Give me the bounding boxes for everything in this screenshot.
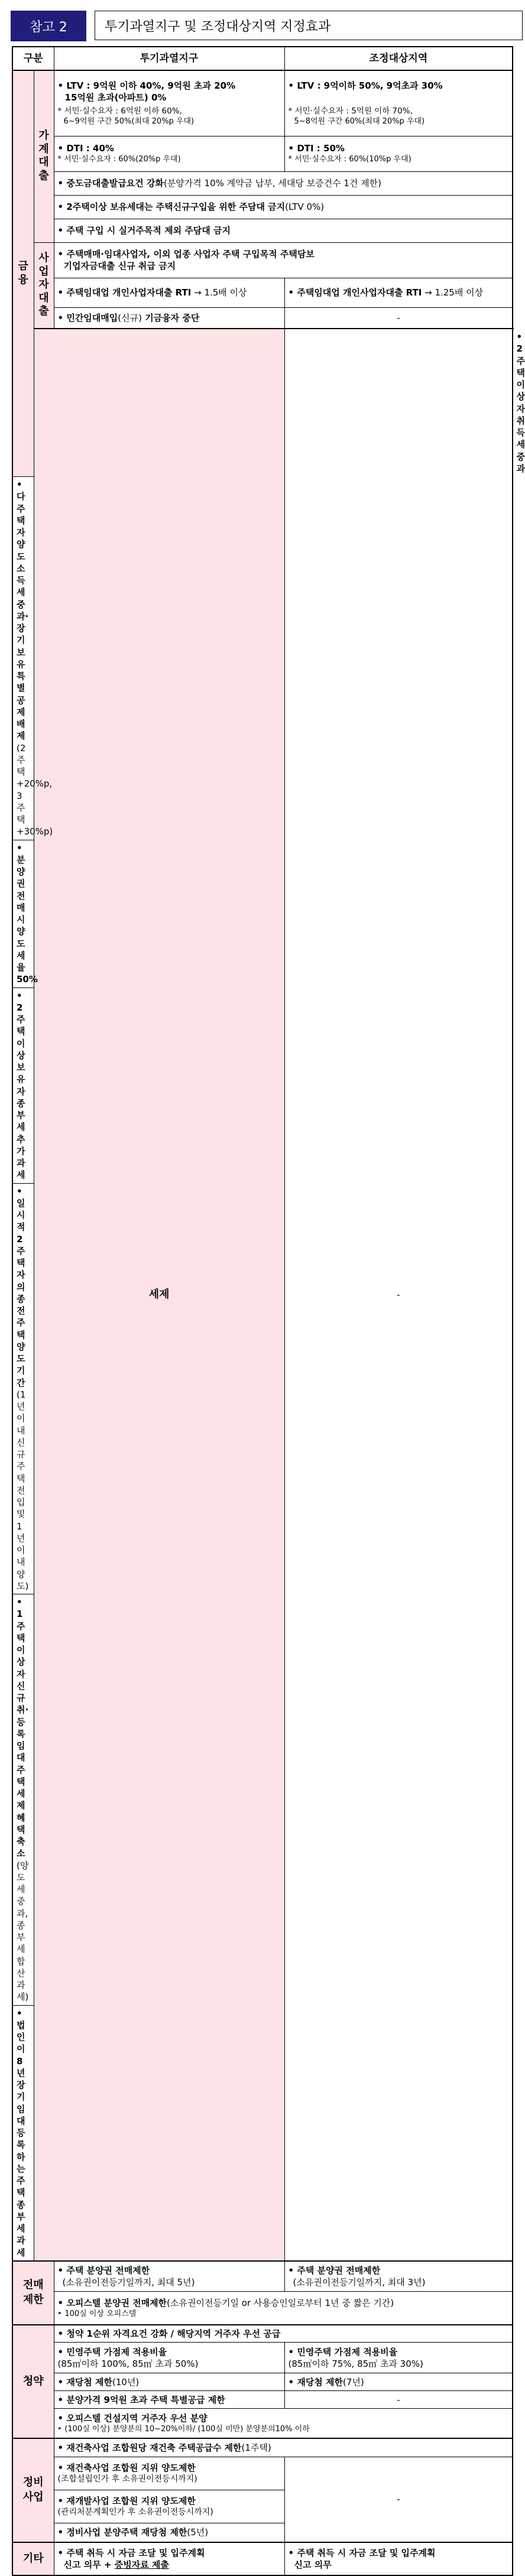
col-header-category: 구분 xyxy=(12,47,54,70)
table-row xyxy=(12,2373,513,2391)
private-rental-adjusted: - xyxy=(284,307,513,329)
table-row xyxy=(12,2542,513,2575)
table-row xyxy=(12,307,513,329)
special-supply-limit: • 분양가격 9억원 초과 주택 특별공급 제한 xyxy=(54,2391,284,2409)
table-header-row xyxy=(12,47,513,70)
maintenance-rewin-limit: • 정비사업 분양주택 재당첨 제한(5년) xyxy=(54,2523,284,2542)
category-maintenance: 정비사업 xyxy=(12,2438,54,2542)
other-overheated: • 주택 취득 시 자금 조달 및 입주계획 신고 의무 + 증빙자료 제출 xyxy=(54,2542,284,2575)
rewin-overheated: • 재당첨 제한(10년) xyxy=(54,2373,284,2391)
col-header-overheated: 투기과열지구 xyxy=(54,47,284,70)
tax-item: • 분양권전매시 양도세율 50% xyxy=(12,840,34,987)
maintenance-adjusted: - xyxy=(284,2457,513,2542)
ltv-overheated: • LTV : 9억원 이하 40%, 9억원 초과 20% 15억원 초과(아파트) 0% * 서민·실수요자 : 6억원 이하 60%, 6~9억원 구간 50%(최대 20%p 우대) xyxy=(54,70,284,136)
first-rank-requirement: • 청약 1순위 자격요건 강화 / 해당지역 거주자 우선 공급 xyxy=(54,2325,513,2343)
residence-purpose-ban: • 주택 구입 시 실거주목적 제외 주담대 금지 xyxy=(54,219,513,242)
table-row xyxy=(12,2325,513,2343)
rewin-adjusted: • 재당첨 제한(7년) xyxy=(284,2373,513,2391)
resale-overheated: • 주택 분양권 전매제한 (소유권이전등기일까지, 최대 5년) xyxy=(54,2261,284,2292)
table-row xyxy=(12,195,513,219)
table-row xyxy=(12,2261,513,2292)
tax-item: • 1주택이상자 신규 취·등록 임대주택 세제 혜택 축소(양도세 중과, 종부세 합산과세) xyxy=(12,1594,34,2006)
point-system-overheated: • 민영주택 가점제 적용비율 (85㎡이하 100%, 85㎡ 초과 50%) xyxy=(54,2343,284,2373)
tax-item: • 다주택자 양도소득세 중과·장기보유특별 공제 배제(2주택+20%p, 3주택+30%p) xyxy=(12,477,34,840)
two-home-mortgage-ban: • 2주택이상 보유세대는 주택신규구입을 위한 주담대 금지(LTV 0%) xyxy=(54,195,513,219)
mid-loan-requirement: • 중도금대출발급요건 강화(분양가격 10% 계약금 납부, 세대당 보증건수 1건 제한) xyxy=(54,171,513,195)
officetel-priority: • 오피스텔 건설지역 거주자 우선 분양 ‣ (100실 이상) 분양분의 10~20%이하/ (100실 미만) 분양분의10% 이하 xyxy=(54,2409,513,2438)
other-adjusted: • 주택 취득 시 자금 조달 및 입주계획 신고 의무 xyxy=(284,2542,513,2575)
rti-adjusted: • 주택임대업 개인사업자대출 RTI → 1.25배 이상 xyxy=(284,278,513,307)
table-row xyxy=(12,136,513,171)
table-row xyxy=(12,242,513,278)
reference-tag: 참고 2 xyxy=(11,11,86,41)
private-rental-fund: • 민간임대매입(신규) 기금융자 중단 xyxy=(54,307,284,329)
dti-adjusted: • DTI : 50% * 서민·실수요자 : 60%(10%p 우대) xyxy=(284,136,513,171)
subcategory-household-loan: 가계대출 xyxy=(34,70,54,242)
designation-effects-table xyxy=(12,46,525,2576)
table-row: 세제 - • 2주택 이상자 취득세 중과 xyxy=(12,329,513,477)
table-row xyxy=(12,2409,513,2438)
tax-item: • 법인이 8년장기임대등록하는주택종부세과세 xyxy=(12,2005,34,2261)
tax-item: • 일시적 2주택자의 종전주택 양도기간 (1년이내 신규주택 전입 및 1년이내 양도) xyxy=(12,1183,34,1594)
special-supply-adjusted: - xyxy=(284,2391,513,2409)
category-tax: 세제 xyxy=(34,329,284,2261)
category-subscription: 청약 xyxy=(12,2325,54,2438)
redevelopment-transfer-limit: • 재개발사업 조합원 지위 양도제한 (관리처분계획인가 후 소유권이전등시까지) xyxy=(54,2490,284,2523)
business-loan-ban: • 주택매매·임대사업자, 이외 업종 사업자 주택 구입목적 주택담보 기업자금대출 신규 취급 금지 xyxy=(54,242,513,278)
point-system-adjusted: • 민영주택 가점제 적용비율 (85㎡이하 75%, 85㎡ 초과 30%) xyxy=(284,2343,513,2373)
table-row xyxy=(12,70,513,136)
officetel-resale: • 오피스텔 분양권 전매제한(소유권이전등기일 or 사용승인일로부터 1년 중 짧은 기간) ‣ 100실 이상 오피스텔 xyxy=(54,2292,513,2325)
tax-overheated: - xyxy=(284,329,513,2261)
subcategory-business-loan: 사업자대출 xyxy=(34,242,54,329)
dti-overheated: • DTI : 40% * 서민·실수요자 : 60%(20%p 우대) xyxy=(54,136,284,171)
reconstruction-transfer-limit: • 재건축사업 조합원 지위 양도제한 (조합설립인가 후 소유권이전등시까지) xyxy=(54,2457,284,2490)
table-row xyxy=(12,2457,513,2490)
category-resale: 전매제한 xyxy=(12,2261,54,2325)
ltv-adjusted: • LTV : 9억이하 50%, 9억초과 30% * 서민·실수요자 : 5억원 이하 70%, 5~8억원 구간 60%(최대 20%p 우대) xyxy=(284,70,513,136)
page-title: 투기과열지구 및 조정대상지역 지정효과 xyxy=(95,11,523,40)
table-row xyxy=(12,219,513,242)
rti-overheated: • 주택임대업 개인사업자대출 RTI → 1.5배 이상 xyxy=(54,278,284,307)
tax-item: • 2주택이상 보유자 종부세 추가과세 xyxy=(12,987,34,1183)
resale-adjusted: • 주택 분양권 전매제한 (소유권이전등기일까지, 최대 3년) xyxy=(284,2261,513,2292)
table-row xyxy=(12,2292,513,2325)
col-header-adjusted: 조정대상지역 xyxy=(284,47,513,70)
table-row xyxy=(12,2438,513,2457)
category-finance: 금융 xyxy=(12,70,34,477)
table-row xyxy=(12,278,513,307)
reconstruction-supply-limit: • 재건축사업 조합원당 재건축 주택공급수 제한(1주택) xyxy=(54,2438,513,2457)
table-row xyxy=(12,2343,513,2373)
table-row xyxy=(12,2391,513,2409)
table-row xyxy=(12,171,513,195)
category-other: 기타 xyxy=(12,2542,54,2575)
